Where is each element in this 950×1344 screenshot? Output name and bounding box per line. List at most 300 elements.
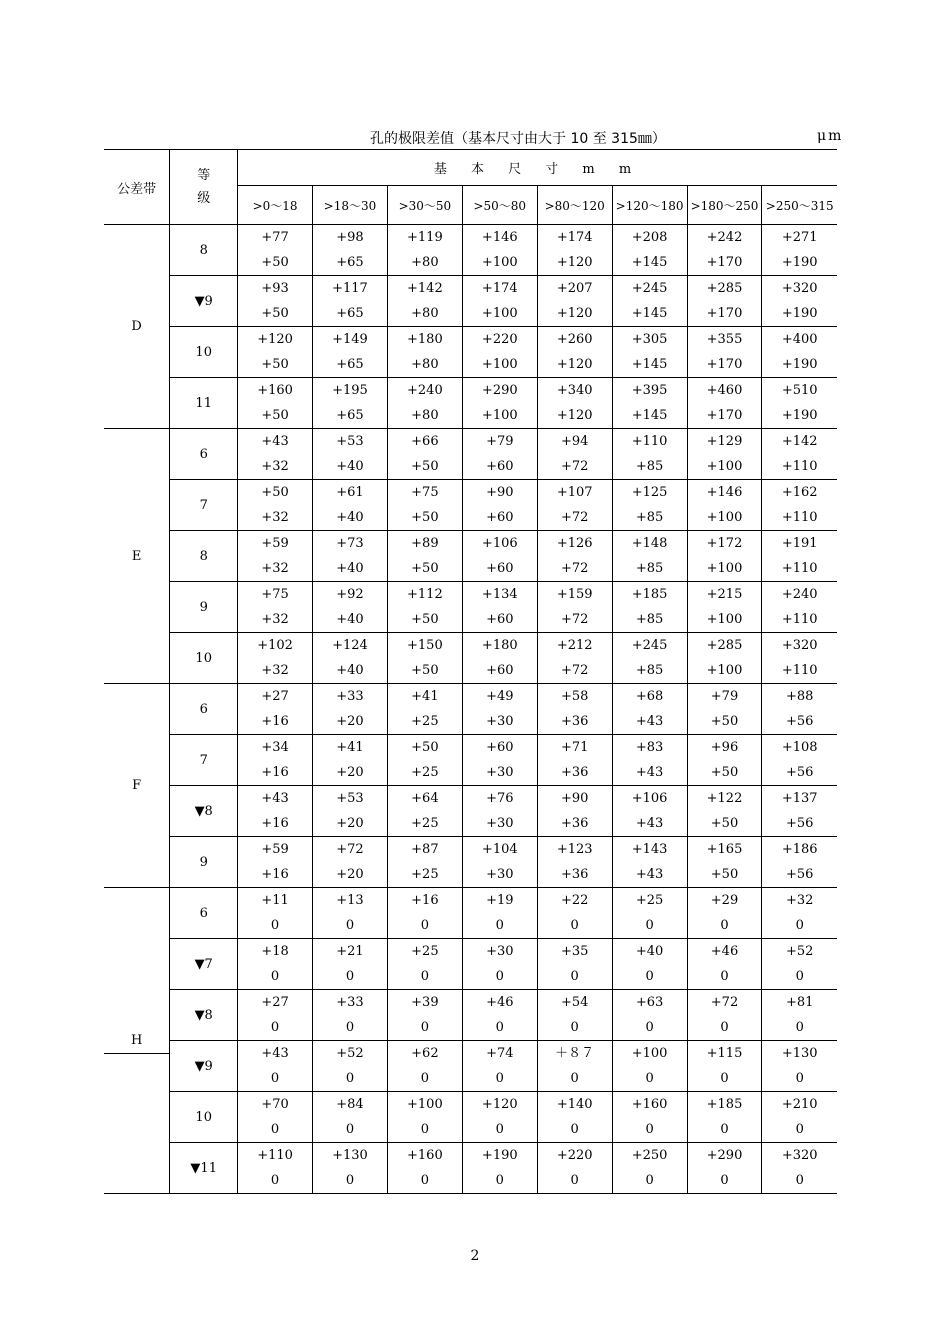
deviation-cell <box>238 786 313 837</box>
deviation-cell <box>238 327 313 378</box>
upper-deviation: +137 <box>781 791 818 806</box>
lower-deviation: +32 <box>261 561 289 576</box>
deviation-cell <box>612 990 687 1041</box>
upper-deviation: +130 <box>332 1148 368 1163</box>
lower-deviation: 0 <box>345 969 355 984</box>
lower-deviation: +85 <box>635 510 664 525</box>
lower-deviation: +43 <box>635 867 664 882</box>
deviation-cell <box>238 939 313 990</box>
deviation-cell <box>612 327 687 378</box>
header-range: >180～250 <box>687 186 762 225</box>
lower-deviation: +36 <box>560 714 589 729</box>
upper-deviation: +88 <box>786 689 814 704</box>
lower-deviation: 0 <box>420 1071 430 1086</box>
grade-cell: 9 <box>170 837 238 888</box>
upper-deviation: +208 <box>631 230 668 245</box>
upper-deviation: +120 <box>481 1097 518 1112</box>
lower-deviation: +80 <box>411 306 439 321</box>
deviation-cell <box>537 990 612 1041</box>
lower-deviation: +50 <box>411 510 439 525</box>
lower-deviation: +80 <box>411 408 439 423</box>
upper-deviation: +174 <box>556 230 593 245</box>
lower-deviation: +120 <box>556 255 593 270</box>
lower-deviation: +110 <box>781 561 818 576</box>
deviation-cell <box>387 480 462 531</box>
upper-deviation: +90 <box>486 485 514 500</box>
lower-deviation: +170 <box>706 408 743 423</box>
lower-deviation: +170 <box>706 306 743 321</box>
deviation-cell <box>687 582 762 633</box>
upper-deviation: +142 <box>407 281 443 296</box>
deviation-cell <box>612 378 687 429</box>
lower-deviation: 0 <box>720 1071 729 1086</box>
upper-deviation: +43 <box>261 434 289 449</box>
deviation-cell <box>238 684 313 735</box>
lower-deviation: +40 <box>336 510 364 525</box>
lower-deviation: +40 <box>336 612 364 627</box>
deviation-cell <box>687 735 762 786</box>
upper-deviation: +46 <box>486 995 514 1010</box>
deviation-cell <box>762 888 837 939</box>
table-row <box>104 582 837 633</box>
lower-deviation: +120 <box>556 306 593 321</box>
upper-deviation: +58 <box>560 689 589 704</box>
lower-deviation: +32 <box>261 510 289 525</box>
upper-deviation: +40 <box>635 944 664 959</box>
table-row <box>104 1092 837 1143</box>
lower-deviation: +25 <box>411 765 439 780</box>
lower-deviation: +36 <box>560 765 589 780</box>
upper-deviation: +160 <box>407 1148 443 1163</box>
upper-deviation: +143 <box>631 842 668 857</box>
lower-deviation: +30 <box>486 714 514 729</box>
lower-deviation: +100 <box>481 306 518 321</box>
upper-deviation: +220 <box>481 332 518 347</box>
upper-deviation: +52 <box>336 1046 364 1061</box>
lower-deviation: +25 <box>411 816 439 831</box>
lower-deviation: 0 <box>345 1020 355 1035</box>
upper-deviation: +27 <box>261 995 289 1010</box>
deviation-cell <box>313 888 388 939</box>
tolerance-band-cell: E <box>104 429 170 684</box>
lower-deviation: 0 <box>570 1071 579 1086</box>
unit-label: μm <box>817 128 844 144</box>
table-row <box>104 429 837 480</box>
upper-deviation: +43 <box>261 1046 289 1061</box>
deviation-cell <box>387 225 462 276</box>
upper-deviation: +21 <box>336 944 364 959</box>
grade-cell: ▼8 <box>170 990 238 1041</box>
deviation-cell <box>238 276 313 327</box>
lower-deviation: +32 <box>261 663 289 678</box>
upper-deviation: +149 <box>332 332 368 347</box>
deviation-cell <box>462 684 537 735</box>
lower-deviation: +16 <box>261 867 289 882</box>
lower-deviation: +40 <box>336 561 364 576</box>
lower-deviation: +43 <box>635 714 664 729</box>
upper-deviation: +285 <box>706 638 743 653</box>
lower-deviation: +85 <box>635 612 664 627</box>
upper-deviation: +191 <box>781 536 818 551</box>
upper-deviation: +162 <box>781 485 818 500</box>
upper-deviation: +146 <box>706 485 743 500</box>
upper-deviation: +320 <box>781 281 818 296</box>
upper-deviation: +11 <box>261 893 289 908</box>
lower-deviation: +16 <box>261 714 289 729</box>
upper-deviation: +185 <box>631 587 668 602</box>
deviation-cell <box>762 786 837 837</box>
deviation-cell <box>313 786 388 837</box>
deviation-cell <box>387 633 462 684</box>
upper-deviation: +25 <box>635 893 664 908</box>
upper-deviation: +100 <box>631 1046 668 1061</box>
upper-deviation: +68 <box>635 689 664 704</box>
upper-deviation: +400 <box>781 332 818 347</box>
upper-deviation: +72 <box>710 995 739 1010</box>
lower-deviation: 0 <box>795 918 804 933</box>
grade-cell: 7 <box>170 480 238 531</box>
lower-deviation: +43 <box>635 816 664 831</box>
lower-deviation: +50 <box>411 612 439 627</box>
lower-deviation: +65 <box>336 306 364 321</box>
deviation-cell <box>313 429 388 480</box>
grade-cell: 10 <box>170 327 238 378</box>
upper-deviation: +340 <box>556 383 593 398</box>
grade-cell: 8 <box>170 225 238 276</box>
upper-deviation: +81 <box>786 995 814 1010</box>
deviation-cell <box>537 1143 612 1194</box>
grade-cell: 6 <box>170 888 238 939</box>
deviation-cell <box>612 684 687 735</box>
upper-deviation: +71 <box>560 740 589 755</box>
deviation-cell <box>238 1041 313 1092</box>
lower-deviation: +100 <box>481 357 518 372</box>
lower-deviation: +50 <box>710 765 739 780</box>
lower-deviation: +50 <box>261 255 289 270</box>
deviation-cell <box>387 1041 462 1092</box>
deviation-cell <box>612 276 687 327</box>
upper-deviation: +96 <box>710 740 739 755</box>
deviation-cell <box>387 1143 462 1194</box>
deviation-cell <box>238 633 313 684</box>
lower-deviation: +110 <box>781 663 818 678</box>
deviation-cell <box>462 225 537 276</box>
lower-deviation: 0 <box>720 1020 729 1035</box>
lower-deviation: +80 <box>411 357 439 372</box>
upper-deviation: +186 <box>781 842 818 857</box>
upper-deviation: +27 <box>261 689 289 704</box>
upper-deviation: +126 <box>556 536 593 551</box>
table-row <box>104 939 837 990</box>
deviation-cell <box>313 990 388 1041</box>
deviation-cell <box>238 888 313 939</box>
deviation-cell <box>762 378 837 429</box>
upper-deviation: ＋８７ <box>555 1046 595 1061</box>
deviation-cell <box>387 684 462 735</box>
upper-deviation: +33 <box>336 995 364 1010</box>
lower-deviation: +170 <box>706 255 743 270</box>
upper-deviation: +130 <box>781 1046 818 1061</box>
upper-deviation: +94 <box>560 434 589 449</box>
lower-deviation: 0 <box>420 918 430 933</box>
tolerance-band-cell: F <box>104 684 170 888</box>
lower-deviation: 0 <box>570 918 579 933</box>
lower-deviation: +65 <box>336 357 364 372</box>
lower-deviation: 0 <box>345 1122 355 1137</box>
deviation-cell <box>313 378 388 429</box>
upper-deviation: +34 <box>261 740 289 755</box>
lower-deviation: +60 <box>486 459 514 474</box>
table-row <box>104 990 837 1041</box>
deviation-cell <box>537 684 612 735</box>
upper-deviation: +102 <box>257 638 293 653</box>
upper-deviation: +90 <box>560 791 589 806</box>
deviation-cell <box>687 786 762 837</box>
deviation-cell <box>612 531 687 582</box>
upper-deviation: +59 <box>261 842 289 857</box>
upper-deviation: +305 <box>631 332 668 347</box>
deviation-cell <box>462 786 537 837</box>
deviation-cell <box>313 735 388 786</box>
deviation-cell <box>387 429 462 480</box>
upper-deviation: +66 <box>411 434 439 449</box>
header-range: >80～120 <box>537 186 612 225</box>
lower-deviation: +60 <box>486 510 514 525</box>
deviation-cell <box>762 225 837 276</box>
upper-deviation: +220 <box>556 1148 593 1163</box>
deviation-cell <box>687 1041 762 1092</box>
lower-deviation: 0 <box>720 969 729 984</box>
deviation-cell <box>612 225 687 276</box>
deviation-cell <box>762 327 837 378</box>
lower-deviation: 0 <box>645 1173 654 1188</box>
upper-deviation: +52 <box>786 944 814 959</box>
lower-deviation: 0 <box>270 1122 280 1137</box>
upper-deviation: +108 <box>781 740 818 755</box>
deviation-cell <box>687 837 762 888</box>
upper-deviation: +93 <box>261 281 289 296</box>
lower-deviation: 0 <box>645 1122 654 1137</box>
lower-deviation: +100 <box>706 510 743 525</box>
header-range: >0～18 <box>238 186 313 225</box>
lower-deviation: 0 <box>345 1173 355 1188</box>
lower-deviation: +145 <box>631 255 668 270</box>
upper-deviation: +134 <box>481 587 518 602</box>
lower-deviation: +50 <box>411 459 439 474</box>
lower-deviation: 0 <box>645 1071 654 1086</box>
deviation-cell <box>462 735 537 786</box>
upper-deviation: +245 <box>631 281 668 296</box>
upper-deviation: +53 <box>336 791 364 806</box>
deviation-cell <box>687 633 762 684</box>
lower-deviation: 0 <box>720 918 729 933</box>
deviation-cell <box>462 990 537 1041</box>
lower-deviation: +145 <box>631 306 668 321</box>
upper-deviation: +260 <box>556 332 593 347</box>
header-tolerance-band: 公差带 <box>104 150 170 225</box>
upper-deviation: +140 <box>556 1097 593 1112</box>
deviation-cell <box>612 633 687 684</box>
lower-deviation: +85 <box>635 459 664 474</box>
lower-deviation: 0 <box>495 1122 504 1137</box>
deviation-cell <box>462 1143 537 1194</box>
deviation-cell <box>612 429 687 480</box>
upper-deviation: +185 <box>706 1097 743 1112</box>
deviation-cell <box>238 429 313 480</box>
lower-deviation: +72 <box>560 561 589 576</box>
lower-deviation: 0 <box>420 1122 430 1137</box>
upper-deviation: +49 <box>486 689 514 704</box>
deviation-cell <box>313 633 388 684</box>
deviation-cell <box>537 276 612 327</box>
lower-deviation: +50 <box>411 663 439 678</box>
upper-deviation: +53 <box>336 434 364 449</box>
upper-deviation: +106 <box>481 536 518 551</box>
header-range: >18～30 <box>313 186 388 225</box>
upper-deviation: +180 <box>407 332 443 347</box>
deviation-cell <box>612 1143 687 1194</box>
lower-deviation: +190 <box>781 255 818 270</box>
deviation-cell <box>462 1041 537 1092</box>
upper-deviation: +50 <box>411 740 439 755</box>
deviation-cell <box>537 429 612 480</box>
upper-deviation: +16 <box>411 893 439 908</box>
deviation-cell <box>537 735 612 786</box>
upper-deviation: +98 <box>336 230 364 245</box>
lower-deviation: 0 <box>270 918 280 933</box>
deviation-cell <box>462 531 537 582</box>
upper-deviation: +112 <box>407 587 443 602</box>
lower-deviation: +72 <box>560 510 589 525</box>
upper-deviation: +240 <box>407 383 443 398</box>
deviation-cell <box>612 939 687 990</box>
upper-deviation: +290 <box>706 1148 743 1163</box>
deviation-cell <box>537 531 612 582</box>
deviation-cell <box>687 888 762 939</box>
header-range: >30～50 <box>387 186 462 225</box>
upper-deviation: +77 <box>261 230 289 245</box>
deviation-cell <box>612 786 687 837</box>
table-row <box>104 786 837 837</box>
upper-deviation: +100 <box>407 1097 443 1112</box>
tolerance-table <box>104 149 837 1194</box>
table-row <box>104 480 837 531</box>
upper-deviation: +19 <box>486 893 514 908</box>
grade-cell: 10 <box>170 633 238 684</box>
deviation-cell <box>313 684 388 735</box>
deviation-cell <box>762 429 837 480</box>
deviation-cell <box>462 327 537 378</box>
lower-deviation: +170 <box>706 357 743 372</box>
lower-deviation: +190 <box>781 408 818 423</box>
deviation-cell <box>238 990 313 1041</box>
upper-deviation: +195 <box>332 383 368 398</box>
upper-deviation: +84 <box>336 1097 364 1112</box>
deviation-cell <box>462 837 537 888</box>
deviation-cell <box>537 837 612 888</box>
deviation-cell <box>762 1092 837 1143</box>
deviation-cell <box>387 939 462 990</box>
deviation-cell <box>462 582 537 633</box>
upper-deviation: +76 <box>486 791 514 806</box>
table-row <box>104 684 837 735</box>
lower-deviation: +190 <box>781 306 818 321</box>
lower-deviation: 0 <box>495 969 504 984</box>
upper-deviation: +320 <box>781 1148 818 1163</box>
lower-deviation: +32 <box>261 612 289 627</box>
deviation-cell <box>537 888 612 939</box>
upper-deviation: +210 <box>781 1097 818 1112</box>
deviation-cell <box>462 939 537 990</box>
upper-deviation: +125 <box>631 485 668 500</box>
upper-deviation: +89 <box>411 536 439 551</box>
upper-deviation: +39 <box>411 995 439 1010</box>
upper-deviation: +54 <box>560 995 589 1010</box>
upper-deviation: +165 <box>706 842 743 857</box>
lower-deviation: +20 <box>336 867 364 882</box>
upper-deviation: +43 <box>261 791 289 806</box>
deviation-cell <box>462 378 537 429</box>
lower-deviation: +72 <box>560 612 589 627</box>
lower-deviation: 0 <box>270 1071 280 1086</box>
deviation-cell <box>387 837 462 888</box>
upper-deviation: +160 <box>631 1097 668 1112</box>
grade-cell: 9 <box>170 582 238 633</box>
deviation-cell <box>537 378 612 429</box>
lower-deviation: 0 <box>570 1020 579 1035</box>
upper-deviation: +320 <box>781 638 818 653</box>
lower-deviation: +50 <box>261 408 289 423</box>
upper-deviation: +25 <box>411 944 439 959</box>
upper-deviation: +18 <box>261 944 289 959</box>
deviation-cell <box>762 837 837 888</box>
deviation-cell <box>387 378 462 429</box>
lower-deviation: +110 <box>781 459 818 474</box>
deviation-cell <box>537 786 612 837</box>
lower-deviation: +50 <box>710 714 739 729</box>
deviation-cell <box>537 480 612 531</box>
deviation-cell <box>687 1092 762 1143</box>
upper-deviation: +190 <box>481 1148 518 1163</box>
upper-deviation: +110 <box>631 434 668 449</box>
upper-deviation: +32 <box>786 893 814 908</box>
grade-cell: 6 <box>170 429 238 480</box>
deviation-cell <box>762 480 837 531</box>
lower-deviation: +100 <box>706 663 743 678</box>
lower-deviation: +40 <box>336 459 364 474</box>
lower-deviation: +20 <box>336 816 364 831</box>
upper-deviation: +64 <box>411 791 439 806</box>
upper-deviation: +75 <box>411 485 439 500</box>
table-row <box>104 276 837 327</box>
lower-deviation: 0 <box>495 918 504 933</box>
deviation-cell <box>612 837 687 888</box>
lower-deviation: +120 <box>556 357 593 372</box>
table-row <box>104 1143 837 1194</box>
deviation-cell <box>762 633 837 684</box>
upper-deviation: +50 <box>261 485 289 500</box>
lower-deviation: +36 <box>560 816 589 831</box>
lower-deviation: +50 <box>411 561 439 576</box>
lower-deviation: +30 <box>486 765 514 780</box>
deviation-cell <box>612 480 687 531</box>
lower-deviation: +25 <box>411 867 439 882</box>
lower-deviation: 0 <box>345 1071 355 1086</box>
deviation-cell <box>687 225 762 276</box>
upper-deviation: +123 <box>556 842 593 857</box>
lower-deviation: +20 <box>336 765 364 780</box>
deviation-cell <box>687 939 762 990</box>
